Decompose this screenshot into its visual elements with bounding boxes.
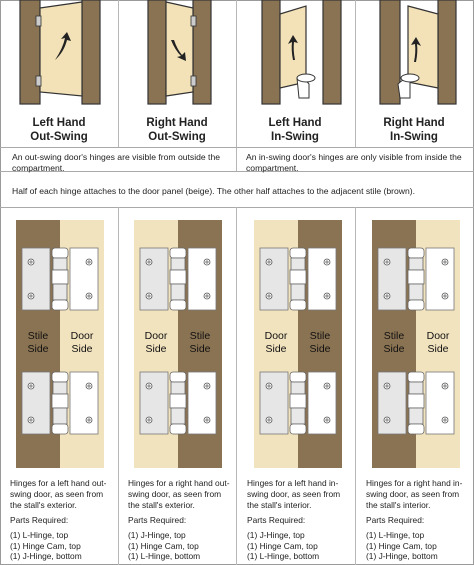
color-legend-note: Half of each hinge attaches to the door panel (beige). The other half attaches to the adjacent stile (brown). [12, 186, 416, 196]
stall-right-hand-out-swing [148, 0, 211, 104]
panel-3-parts: Parts Required: (1) J-Hinge, top (1) Hinge Cam, top (1) L-Hinge, bottom [247, 515, 320, 562]
panel-4-description: Hinges for a right hand in-swing door, as seen from the stall's interior. [366, 478, 463, 510]
panel-1-left-label: Stile Side [27, 330, 49, 355]
panel-3-left-label: Door Side [264, 330, 288, 355]
panel-2-parts: Parts Required: (1) J-Hinge, top (1) Hinge Cam, top (1) L-Hinge, bottom [128, 515, 201, 562]
panel-4-parts: Parts Required: (1) L-Hinge, top (1) Hinge Cam, top (1) J-Hinge, bottom [366, 515, 438, 562]
panel-1-right-label: Door Side [70, 330, 94, 355]
panel-1-parts: Parts Required: (1) L-Hinge, top (1) Hinge Cam, top (1) J-Hinge, bottom [10, 515, 82, 562]
panel-3-right-label: Stile Side [309, 330, 331, 355]
label-left-hand-out-swing: Left Hand Out-Swing [30, 117, 88, 143]
in-swing-note: An in-swing door's hinges are only visible from inside the compartment. [246, 152, 462, 173]
panel-2-right-label: Stile Side [189, 330, 211, 355]
label-right-hand-out-swing: Right Hand Out-Swing [146, 117, 208, 143]
panel-4-right-label: Door Side [426, 330, 450, 355]
panel-3-description: Hinges for a left hand in-swing door, as seen from the stall's interior. [247, 478, 341, 510]
label-right-hand-in-swing: Right Hand In-Swing [383, 117, 445, 143]
panel-2-left-label: Door Side [144, 330, 168, 355]
stall-left-hand-out-swing [20, 0, 100, 104]
label-left-hand-in-swing: Left Hand In-Swing [268, 117, 322, 143]
panel-4-left-label: Stile Side [383, 330, 405, 355]
stall-right-hand-in-swing [380, 0, 456, 104]
stall-left-hand-in-swing [262, 0, 341, 104]
panel-2-description: Hinges for a right hand out-swing door, as seen from the stall's exterior. [128, 478, 230, 510]
panel-1-description: Hinges for a left hand out-swing door, as seen from the stall's exterior. [10, 478, 107, 510]
out-swing-note: An out-swing door's hinges are visible from outside the compartment. [12, 152, 220, 173]
